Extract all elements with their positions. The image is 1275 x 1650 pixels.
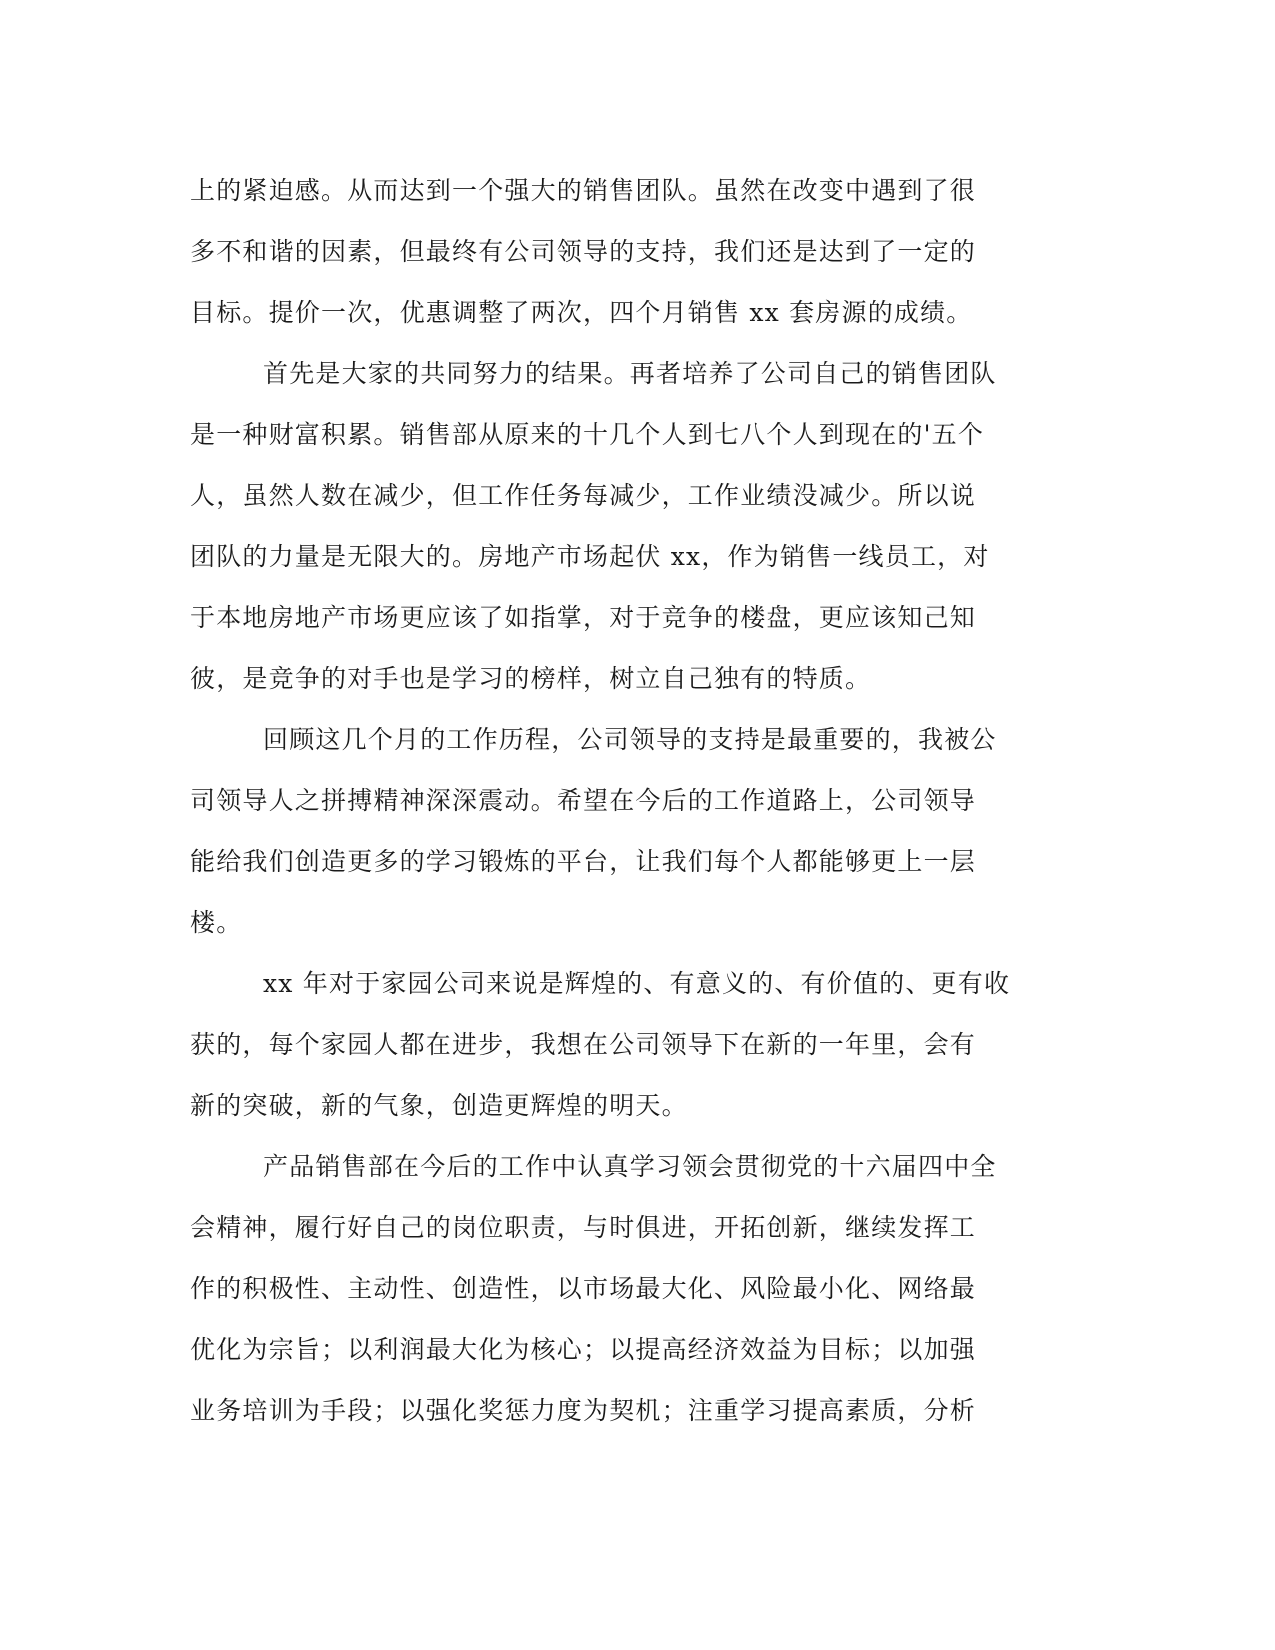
text-line: 目标。提价一次，优惠调整了两次，四个月销售 xx 套房源的成绩。: [190, 298, 973, 327]
text-line: 司领导人之拼搏精神深深震动。希望在今后的工作道路上，公司领导: [190, 786, 977, 815]
text-line: 楼。: [190, 908, 243, 937]
paragraph-5: [190, 1136, 1090, 1441]
paragraph-4: [190, 953, 1090, 1136]
text-line: 回顾这几个月的工作历程，公司领导的支持是最重要的，我被公: [263, 725, 997, 754]
text-line: 彼，是竞争的对手也是学习的榜样，树立自己独有的特质。: [190, 664, 872, 693]
text-line: 多不和谐的因素，但最终有公司领导的支持，我们还是达到了一定的: [190, 237, 977, 266]
document-body: [190, 160, 1090, 1441]
text-line: 人，虽然人数在减少，但工作任务每减少，工作业绩没减少。所以说: [190, 481, 977, 510]
text-line: 产品销售部在今后的工作中认真学习领会贯彻党的十六届四中全: [263, 1152, 997, 1181]
paragraph-2: [190, 343, 1090, 709]
text-line: 上的紧迫感。从而达到一个强大的销售团队。虽然在改变中遇到了很: [190, 176, 977, 205]
paragraph-3: [190, 709, 1090, 953]
text-line: 优化为宗旨；以利润最大化为核心；以提高经济效益为目标；以加强: [190, 1335, 977, 1364]
text-line: xx 年对于家园公司来说是辉煌的、有意义的、有价值的、更有收: [263, 969, 1011, 998]
text-line: 会精神，履行好自己的岗位职责，与时俱进，开拓创新，继续发挥工: [190, 1213, 977, 1242]
text-line: 能给我们创造更多的学习锻炼的平台，让我们每个人都能够更上一层: [190, 847, 977, 876]
text-line: 首先是大家的共同努力的结果。再者培养了公司自己的销售团队: [263, 359, 997, 388]
text-line: 于本地房地产市场更应该了如指掌，对于竞争的楼盘，更应该知己知: [190, 603, 977, 632]
text-line: 团队的力量是无限大的。房地产市场起伏 xx，作为销售一线员工，对: [190, 542, 990, 571]
text-line: 新的突破，新的气象，创造更辉煌的明天。: [190, 1091, 688, 1120]
text-line: 业务培训为手段；以强化奖惩力度为契机；注重学习提高素质，分析: [190, 1396, 977, 1425]
paragraph-1: [190, 160, 1090, 343]
text-line: 获的，每个家园人都在进步，我想在公司领导下在新的一年里，会有: [190, 1030, 977, 1059]
text-line: 作的积极性、主动性、创造性，以市场最大化、风险最小化、网络最: [190, 1274, 977, 1303]
text-line: 是一种财富积累。销售部从原来的十几个人到七八个人到现在的'五个: [190, 420, 985, 449]
